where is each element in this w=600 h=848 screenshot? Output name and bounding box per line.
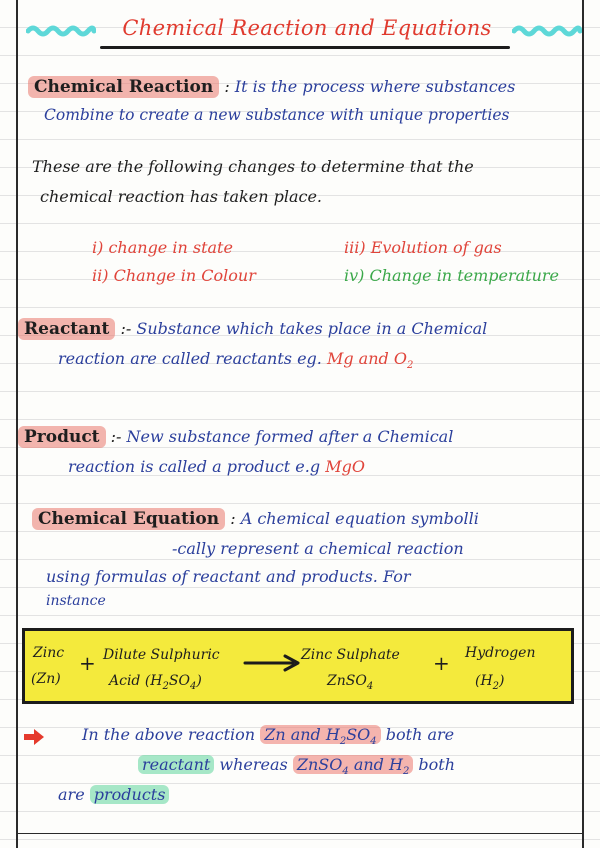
hydrogen-formula-end: ) bbox=[499, 673, 505, 689]
zinc-formula: (Zn) bbox=[31, 671, 61, 687]
conclusion-line-2 bbox=[138, 754, 455, 783]
zinc-sulphate-subscript: 4 bbox=[366, 680, 374, 692]
change-item-3-text: Evolution of gas bbox=[370, 238, 502, 257]
reactants-subscript-2: 4 bbox=[370, 736, 377, 748]
products-formula-mid: and H bbox=[348, 755, 403, 774]
change-item-2 bbox=[92, 266, 256, 285]
acid-subscript-2: 4 bbox=[189, 680, 197, 692]
reactants-subscript-1: 2 bbox=[339, 736, 347, 748]
change-item-3 bbox=[344, 238, 502, 257]
hydrogen-label: Hydrogen bbox=[465, 645, 536, 661]
equation-term: Chemical Equation bbox=[32, 508, 225, 530]
reactant-example-text: Mg and O bbox=[326, 349, 407, 368]
change-item-1-text: change in state bbox=[108, 238, 233, 257]
products-subscript-1: 4 bbox=[342, 766, 349, 778]
equation-text-2: -cally represent a chemical reaction bbox=[172, 539, 464, 558]
change-item-4-text: Change in temperature bbox=[369, 266, 560, 285]
reactant-word-highlight: reactant bbox=[138, 755, 214, 774]
reactant-text-1: Substance which takes place in a Chemical bbox=[136, 319, 488, 338]
sulphuric-acid-label: Dilute Sulphuric bbox=[103, 647, 220, 663]
acid-formula-end: ) bbox=[196, 673, 202, 689]
equation-box bbox=[22, 628, 574, 704]
change-item-3-number: iii) bbox=[344, 238, 366, 257]
title-area bbox=[0, 10, 600, 50]
zinc-sulphate-formula-text: ZnSO bbox=[327, 673, 367, 689]
change-item-2-number: ii) bbox=[92, 266, 109, 285]
reaction-separator: : bbox=[224, 77, 230, 96]
changes-text-1: These are the following changes to determine that the bbox=[32, 157, 474, 176]
conclusion-text-2: both are bbox=[385, 725, 455, 744]
reactant-term: Reactant bbox=[18, 318, 115, 340]
conclusion-text-4: both bbox=[418, 755, 456, 774]
product-example: MgO bbox=[325, 457, 365, 476]
reactants-highlight bbox=[260, 725, 380, 748]
reaction-text-2: Combine to create a new substance with unique properties bbox=[44, 106, 510, 124]
right-margin-line bbox=[582, 0, 584, 848]
product-definition-line-2 bbox=[68, 456, 365, 478]
zinc-sulphate-formula bbox=[327, 673, 373, 692]
bottom-rule bbox=[16, 833, 584, 834]
product-separator: :- bbox=[110, 427, 122, 446]
zinc-sulphate-label: Zinc Sulphate bbox=[301, 647, 400, 663]
conclusion-text-1: In the above reaction bbox=[82, 725, 256, 744]
reactant-definition-line-1 bbox=[18, 318, 487, 340]
change-item-1-number: i) bbox=[92, 238, 104, 257]
left-margin-line bbox=[16, 0, 18, 848]
changes-text-2: chemical reaction has taken place. bbox=[40, 187, 322, 206]
products-word-highlight: products bbox=[90, 785, 170, 804]
hydrogen-subscript: 2 bbox=[492, 680, 500, 692]
plus-sign-1: + bbox=[79, 651, 96, 675]
products-formula-start: ZnSO bbox=[296, 755, 343, 774]
change-item-4-number: iv) bbox=[344, 266, 365, 285]
conclusion-line-1 bbox=[82, 724, 454, 753]
title-underline bbox=[100, 46, 510, 49]
reactants-formula-mid: SO bbox=[346, 725, 371, 744]
change-item-2-text: Change in Colour bbox=[113, 266, 256, 285]
change-item-1 bbox=[92, 238, 233, 257]
reactant-example bbox=[326, 349, 414, 372]
reactants-formula-start: Zn and H bbox=[264, 725, 340, 744]
plus-sign-2: + bbox=[433, 651, 450, 675]
product-term: Product bbox=[18, 426, 106, 448]
reactant-separator: :- bbox=[120, 319, 132, 338]
equation-text-3: using formulas of reactant and products. For bbox=[46, 567, 411, 586]
change-item-4 bbox=[344, 266, 559, 285]
reactant-definition-line-2 bbox=[58, 348, 413, 377]
zinc-label: Zinc bbox=[33, 645, 65, 661]
product-text-2: reaction is called a product e.g bbox=[68, 457, 321, 476]
page-title: Chemical Reaction and Equations bbox=[122, 16, 492, 40]
sulphuric-acid-formula bbox=[109, 673, 202, 692]
equation-text-4: instance bbox=[46, 593, 106, 609]
reaction-arrow-icon bbox=[243, 653, 301, 673]
reaction-definition-line-1 bbox=[28, 76, 515, 98]
reaction-text-1: It is the process where substances bbox=[234, 77, 516, 96]
squiggle-decoration-left bbox=[26, 24, 96, 38]
products-subscript-2: 2 bbox=[402, 766, 410, 778]
acid-subscript-1: 2 bbox=[162, 680, 169, 692]
conclusion-line-3 bbox=[58, 784, 169, 806]
product-text-1: New substance formed after a Chemical bbox=[126, 427, 454, 446]
reaction-term: Chemical Reaction bbox=[28, 76, 219, 98]
conclusion-text-5: are bbox=[58, 785, 85, 804]
squiggle-decoration-right bbox=[512, 24, 582, 38]
equation-definition-line-1 bbox=[32, 508, 479, 530]
hydrogen-formula bbox=[475, 673, 505, 692]
acid-formula-start: Acid (H bbox=[109, 673, 163, 689]
equation-separator: : bbox=[230, 509, 236, 528]
products-highlight bbox=[293, 755, 413, 778]
conclusion-text-3: whereas bbox=[219, 755, 288, 774]
reactant-example-subscript: 2 bbox=[406, 360, 414, 372]
reactant-text-2: reaction are called reactants eg. bbox=[58, 349, 322, 368]
bullet-arrow-icon bbox=[22, 728, 46, 746]
equation-text-1: A chemical equation symbolli bbox=[240, 509, 479, 528]
product-definition-line-1 bbox=[18, 426, 453, 448]
acid-formula-mid: SO bbox=[168, 673, 190, 689]
hydrogen-formula-start: (H bbox=[475, 673, 493, 689]
